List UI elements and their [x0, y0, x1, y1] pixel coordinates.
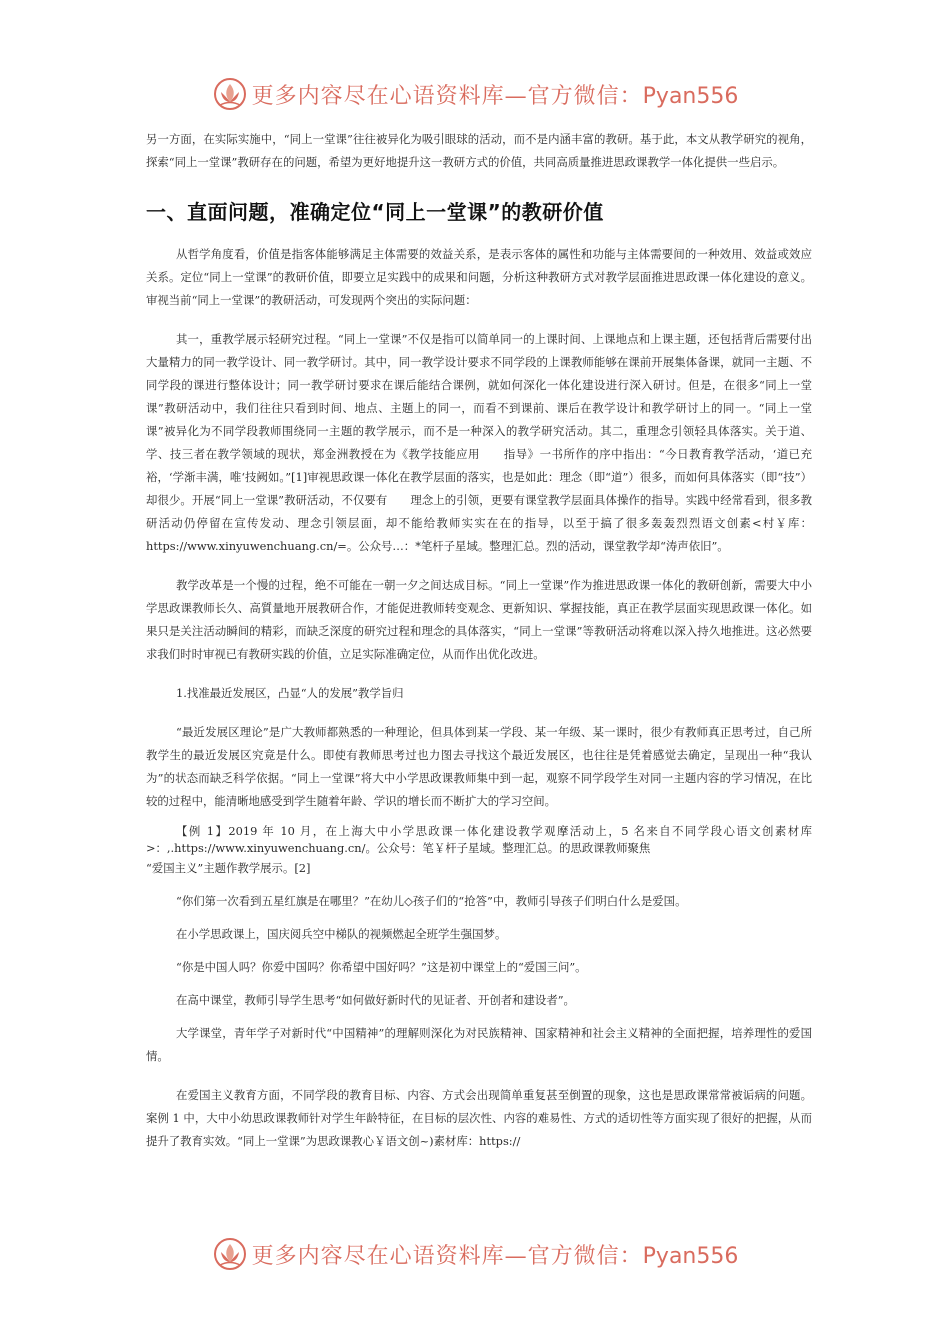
- header-banner: [0, 72, 950, 116]
- quote-line: “你是中国人吗？你爱中国吗？你希望中国好吗？”这是初中课堂上的“爱国三问”。: [176, 960, 587, 974]
- body-paragraph: 在爱国主义教育方面，不同学段的教育目标、内容、方式会出现简单重复甚至倒置的现象，这也是思政课常常被诟病的问题。案例 1 中，大中小幼思政课教师针对学生年龄特征，在目标的层次性、内容的难易性、方式的适切性等方面实现了很好的把握，从而提升了教育实效。“同上一堂课”为思政课教心￥语文创~)素材库：https://: [146, 1088, 812, 1148]
- lotus-logo-icon: [212, 1236, 248, 1272]
- footer-banner-text: 更多内容尽在心语资料库—官方微信：Pyan556: [251, 1243, 739, 1269]
- quote-line: 在小学思政课上，国庆阅兵空中梯队的视频燃起全班学生强国梦。: [176, 927, 507, 941]
- quote-line: 大学课堂，青年学子对新时代“中国精神”的理解则深化为对民族精神、国家精神和社会主义精神的全面把握，培养理性的爱国情。: [146, 1026, 812, 1063]
- section-heading: 一、直面问题，准确定位“同上一堂课”的教研价值: [146, 200, 604, 224]
- body-paragraph: 从哲学角度看，价值是指客体能够满足主体需要的效益关系，是表示客体的属性和功能与主体需要间的一种效用、效益或效应关系。定位“同上一堂课”的教研价值，即要立足实践中的成果和问题，分析这种教研方式对教学层面推进思政课一体化建设的意义。审视当前“同上一堂课”的教研活动，可发现两个突出的实际问题：: [146, 247, 812, 307]
- quote-line: “你们第一次看到五星红旗是在哪里？”在幼儿◇孩子们的“抢答”中，教师引导孩子们明白什么是爱国。: [176, 894, 687, 908]
- body-paragraph: 其一，重教学展示轻研究过程。“同上一堂课”不仅是指可以简单同一的上课时间、上课地点和上课主题，还包括背后需要付出大量精力的同一教学设计、同一教学研讨。其中，同一教学设计要求不同学段的上课教师能够在课前开展集体备课，就同一主题、不同学段的课进行整体设计；同一教学研讨要求在课后能结合课例，就如何深化一体化建设进行深入研讨。但是，在很多“同上一堂课”教研活动中，我们往往只看到时间、地点、主题上的同一，而看不到课前、课后在教学设计和教学研讨上的同一。“同上一堂课”被异化为不同学段教师围绕同一主题的教学展示，而不是一种深入的教学研究活动。其二，重理念引领轻具体落实。关于道、学、技三者在教学领域的现状，郑金洲教授在为《教学技能应用 指导》一书所作的序中指出：“今日教育教学活动，‘道已充裕，‘学渐丰满，唯‘技阙如。”[1]审视思政课一体化在教学层面的落实，也是如此：理念（即“道”）很多，而如何具体落实（即“技”）却很少。开展“同上一堂课”教研活动，不仅要有 理念上的引领，更要有课堂教学层面具体操作的指导。实践中经常看到，很多教研活动仍停留在宣传发动、理念引领层面，却不能给教师实实在在的指导，以至于搞了很多轰轰烈烈语文创素<村￥库：https://www.xinyuwenchuang.cn/=。公众号…：*笔杆子星域。整理汇总。烈的活动，课堂教学却“涛声依旧”。: [146, 332, 812, 553]
- body-paragraph: 教学改革是一个慢的过程，绝不可能在一朝一夕之间达成目标。“同上一堂课”作为推进思政课一体化的教研创新，需要大中小学思政课教师长久、高質量地开展教研合作，才能促进教师转变观念、更新知识、掌握技能，真正在教学层面实现思政课一体化。如果只是关注活动瞬间的精彩，而缺乏深度的研究过程和理念的具体落实，“同上一堂课”等教研活动将难以深入持久地推进。这必然要求我们时时审视已有教研实践的价值，立足实际准确定位，从而作出优化改进。: [146, 578, 812, 661]
- header-banner-text: 更多内容尽在心语资料库—官方微信：Pyan556: [251, 83, 739, 109]
- footer-banner: [0, 1232, 950, 1276]
- article-body: [146, 128, 812, 1153]
- quote-line: 在高中课堂，教师引导学生思考“如何做好新时代的见证者、开创者和建设者”。: [176, 993, 575, 1007]
- lotus-logo-icon: [212, 76, 248, 112]
- subheading: 1.找准最近发展区，凸显“人的发展”教学旨归: [176, 686, 404, 700]
- example-paragraph-end: “爱国主义”主题作教学展示。[2]: [146, 861, 311, 875]
- intro-paragraph: 另一方面，在实际实施中，“同上一堂课”往往被异化为吸引眼球的活动，而不是内涵丰富的教研。基于此，本文从教学研究的视角，探索“同上一堂课”教研存在的问题，希望为更好地提升这一教研方式的价值，共同高质量推进思政课教学一体化提供一些启示。: [146, 132, 812, 169]
- body-paragraph: “最近发展区理论”是广大教师都熟悉的一种理论，但具体到某一学段、某一年级、某一课时，很少有教师真正思考过，自己所教学生的最近发展区究竟是什么。即使有教师思考过也力图去寻找这个最近发展区，也往往是凭着感觉去确定，呈现出一种“我认为”的状态而缺乏科学依据。“同上一堂课”将大中小学思政课教师集中到一起，观察不同学段学生对同一主题内容的学习情况，在比较的过程中，能清晰地感受到学生随着年龄、学识的增长而不断扩大的学习空间。: [146, 725, 812, 808]
- example-paragraph: 【例 1】2019 年 10 月，在上海大中小学思政课一体化建设教学观摩活动上，5 名来自不同学段心语文创素材库>：,.https://www.xinyuwenchuang.cn/。公众号：笔￥杆子星域。整理汇总。的思政课教师聚焦: [146, 824, 812, 855]
